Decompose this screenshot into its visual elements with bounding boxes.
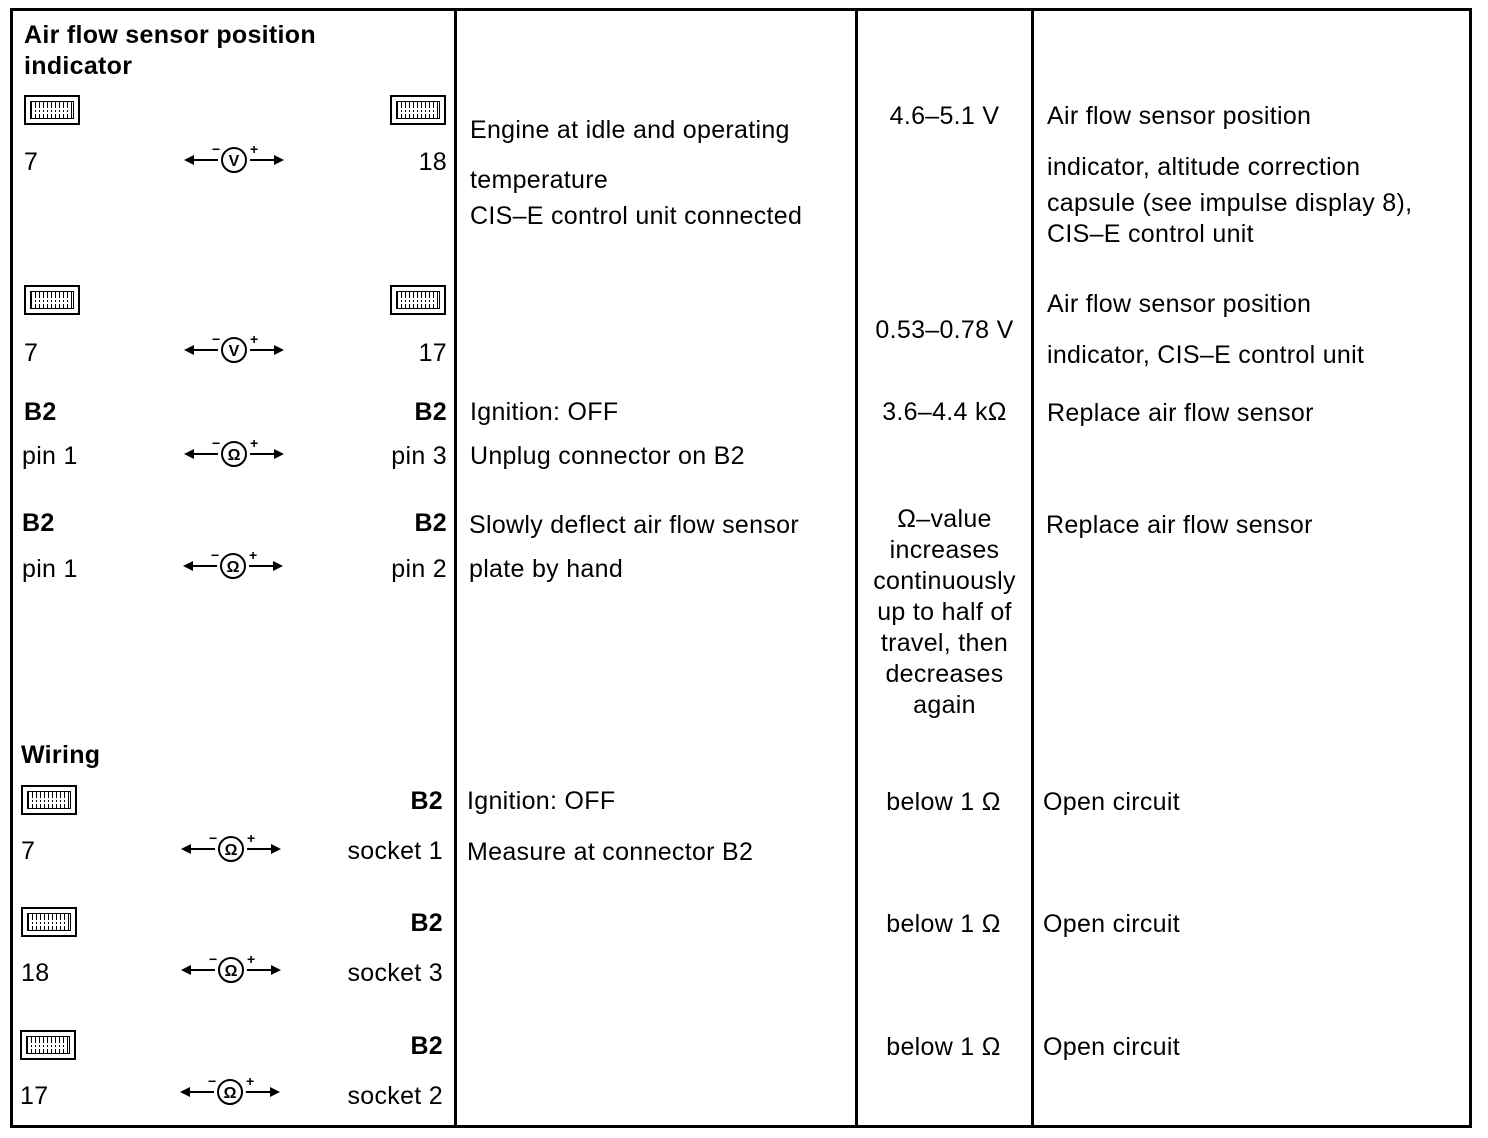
component-label: B2 — [24, 398, 57, 426]
control-unit-connector-icon — [24, 285, 80, 315]
svg-text:+: + — [247, 835, 256, 846]
condition-text: plate by hand — [469, 555, 624, 583]
right-pin: 18 — [418, 148, 447, 176]
remedy-text: Air flow sensor position — [1047, 102, 1312, 130]
svg-text:V: V — [228, 153, 240, 170]
svg-text:+: + — [250, 440, 259, 451]
svg-text:Ω: Ω — [224, 842, 238, 859]
control-unit-connector-icon — [20, 1030, 76, 1060]
svg-text:+: + — [250, 146, 259, 157]
svg-text:−: − — [208, 1078, 217, 1089]
component-label: B2 — [22, 509, 55, 537]
ohmmeter-icon — [181, 956, 281, 984]
svg-text:Ω: Ω — [226, 559, 240, 576]
left-pin: 7 — [24, 148, 39, 176]
left-pin: 18 — [21, 959, 50, 987]
value-text: increases — [889, 536, 1000, 564]
control-unit-connector-icon — [390, 95, 446, 125]
right-pin: 17 — [418, 339, 447, 367]
remedy-text: CIS–E control unit — [1047, 220, 1254, 248]
svg-text:−: − — [212, 440, 221, 451]
condition-text: Slowly deflect air flow sensor — [469, 511, 799, 539]
voltmeter-icon — [184, 146, 284, 174]
section-title: Air flow sensor position — [24, 21, 316, 49]
ohmmeter-icon — [184, 440, 284, 468]
value-text: 4.6–5.1 V — [889, 102, 1000, 130]
svg-text:+: + — [246, 1078, 255, 1089]
left-pin: pin 1 — [22, 555, 78, 583]
value-text: again — [913, 691, 976, 719]
condition-text: CIS–E control unit connected — [470, 202, 803, 230]
remedy-text: Open circuit — [1043, 1033, 1180, 1061]
condition-text: Ignition: OFF — [470, 398, 619, 426]
svg-text:+: + — [247, 956, 256, 967]
svg-text:−: − — [212, 146, 221, 157]
remedy-text: Air flow sensor position — [1047, 290, 1312, 318]
ohmmeter-icon — [180, 1078, 280, 1106]
control-unit-connector-icon — [24, 95, 80, 125]
left-pin: 17 — [20, 1082, 49, 1110]
section-title-cont: indicator — [24, 52, 133, 80]
value-text: up to half of — [877, 598, 1012, 626]
voltmeter-icon — [184, 336, 284, 364]
component-label: B2 — [410, 909, 443, 937]
value-text: 3.6–4.4 kΩ — [882, 398, 1007, 426]
right-pin: socket 2 — [347, 1082, 443, 1110]
svg-text:−: − — [211, 552, 220, 563]
right-pin: pin 2 — [391, 555, 447, 583]
value-text: below 1 Ω — [886, 910, 1001, 938]
remedy-text: capsule (see impulse display 8), — [1047, 189, 1413, 217]
remedy-text: indicator, CIS–E control unit — [1047, 341, 1365, 369]
svg-text:Ω: Ω — [223, 1085, 237, 1102]
component-label: B2 — [414, 509, 447, 537]
svg-text:Ω: Ω — [224, 963, 238, 980]
value-text: 0.53–0.78 V — [875, 316, 1014, 344]
column-divider-1 — [454, 8, 457, 1128]
left-pin: pin 1 — [22, 442, 78, 470]
section-title: Wiring — [21, 741, 101, 769]
svg-text:+: + — [250, 336, 259, 347]
condition-text: Measure at connector B2 — [467, 838, 754, 866]
right-pin: socket 1 — [347, 837, 443, 865]
svg-text:Ω: Ω — [227, 447, 241, 464]
value-text: continuously — [873, 567, 1016, 595]
svg-text:−: − — [209, 956, 218, 967]
value-text: Ω–value — [897, 505, 992, 533]
svg-text:V: V — [228, 343, 240, 360]
column-divider-3 — [1031, 8, 1034, 1128]
component-label: B2 — [410, 1032, 443, 1060]
value-text: travel, then — [880, 629, 1009, 657]
value-text: below 1 Ω — [886, 1033, 1001, 1061]
control-unit-connector-icon — [390, 285, 446, 315]
component-label: B2 — [410, 787, 443, 815]
svg-text:−: − — [212, 336, 221, 347]
remedy-text: Replace air flow sensor — [1047, 399, 1314, 427]
value-text: decreases — [885, 660, 1004, 688]
ohmmeter-icon — [183, 552, 283, 580]
remedy-text: indicator, altitude correction — [1047, 153, 1361, 181]
value-text: below 1 Ω — [886, 788, 1001, 816]
right-pin: socket 3 — [347, 959, 443, 987]
control-unit-connector-icon — [21, 785, 77, 815]
ohmmeter-icon — [181, 835, 281, 863]
condition-text: temperature — [470, 166, 609, 194]
right-pin: pin 3 — [391, 442, 447, 470]
remedy-text: Replace air flow sensor — [1046, 511, 1313, 539]
remedy-text: Open circuit — [1043, 788, 1180, 816]
component-label: B2 — [414, 398, 447, 426]
condition-text: Ignition: OFF — [467, 787, 616, 815]
condition-text: Unplug connector on B2 — [470, 442, 745, 470]
svg-text:+: + — [249, 552, 258, 563]
control-unit-connector-icon — [21, 907, 77, 937]
condition-text: Engine at idle and operating — [470, 116, 790, 144]
remedy-text: Open circuit — [1043, 910, 1180, 938]
left-pin: 7 — [24, 339, 39, 367]
svg-text:−: − — [209, 835, 218, 846]
left-pin: 7 — [21, 837, 36, 865]
